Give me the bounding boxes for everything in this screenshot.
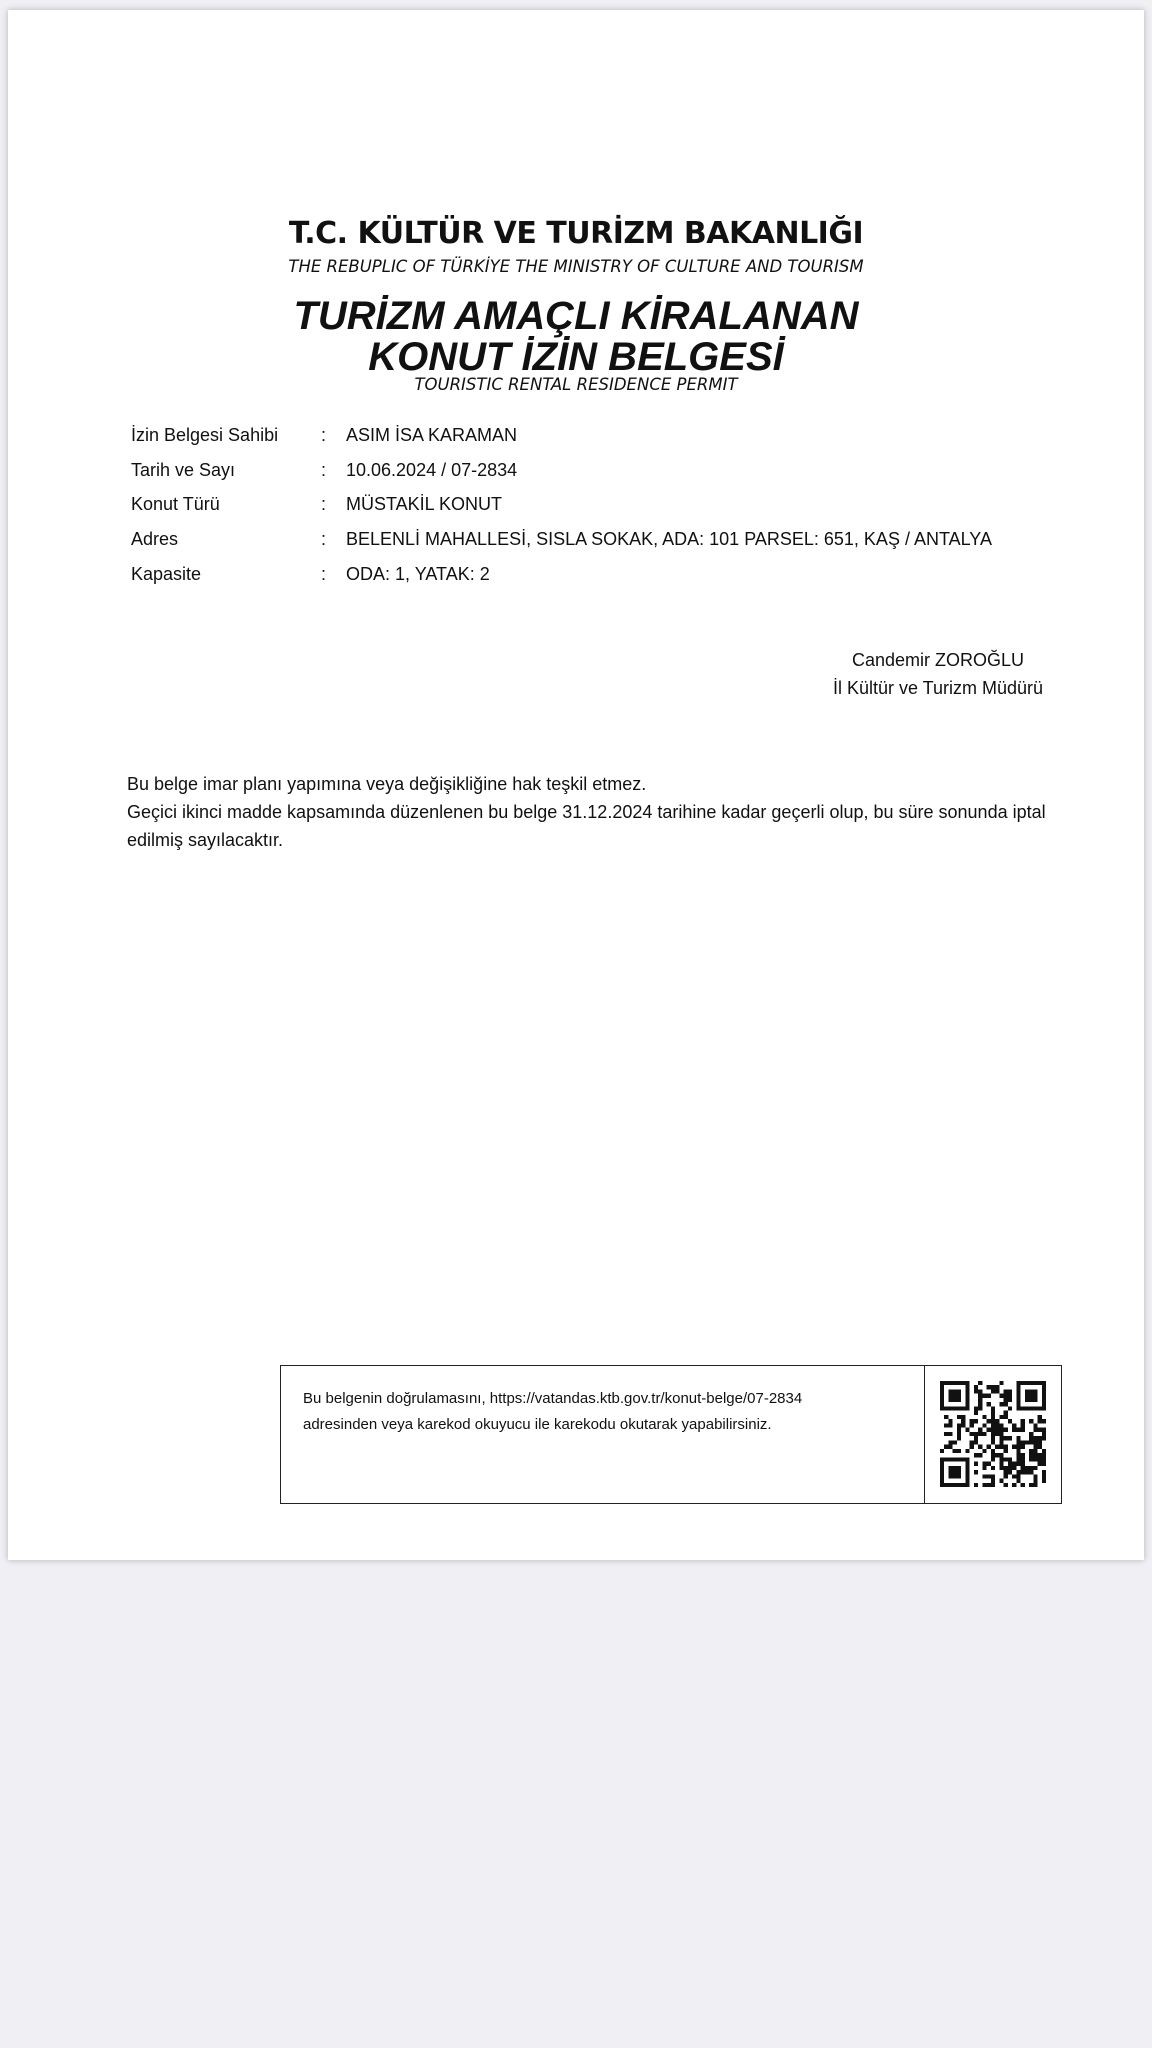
field-colon: : — [321, 529, 327, 550]
qr-code-icon[interactable] — [940, 1381, 1046, 1487]
verification-line-2: adresinden veya karekod okuyucu ile karekodu okutarak yapabilirsiniz. — [303, 1416, 772, 1433]
field-row-capacity — [131, 557, 1091, 592]
field-label: İzin Belgesi Sahibi — [131, 425, 279, 445]
verification-text — [303, 1386, 893, 1438]
field-value: ASIM İSA KARAMAN — [346, 425, 518, 445]
field-row-residence-type — [131, 487, 1091, 522]
note-line-2: Geçici ikinci madde kapsamında düzenlenen bu belge 31.12.2024 tarihine kadar geçerli olup, bu süre sonunda iptal edilmiş sayılacaktır. — [127, 802, 1046, 850]
permit-title-english: TOURISTIC RENTAL RESIDENCE PERMIT — [414, 375, 738, 394]
permit-fields — [131, 418, 1091, 591]
field-label: Tarih ve Sayı — [131, 459, 236, 480]
field-colon: : — [321, 459, 327, 480]
ministry-title-english: THE REBUPLIC OF TÜRKİYE THE MINISTRY OF CULTURE AND TOURISM — [288, 257, 864, 276]
field-value: 10.06.2024 / 07-2834 — [346, 459, 518, 480]
signer-name: Candemir ZOROĞLU — [851, 650, 1025, 670]
permit-title-line-2: KONUT İZİN BELGESİ — [368, 335, 784, 379]
field-label: Konut Türü — [131, 494, 220, 515]
field-row-date-number — [131, 453, 1091, 488]
signer-role: İl Kültür ve Turizm Müdürü — [832, 678, 1044, 698]
field-value: MÜSTAKİL KONUT — [346, 494, 503, 515]
field-row-permit-holder — [131, 418, 1091, 453]
qr-code-cell — [924, 1366, 1062, 1503]
field-value: ODA: 1, YATAK: 2 — [346, 563, 490, 584]
legal-notes — [127, 770, 1077, 854]
field-colon: : — [321, 563, 327, 584]
field-colon: : — [321, 494, 327, 515]
verification-line-1: Bu belgenin doğrulamasını, https://vatandas.ktb.gov.tr/konut-belge/07-2834 — [303, 1390, 803, 1407]
document-page — [8, 10, 1144, 1560]
permit-title-line-1: TURİZM AMAÇLI KİRALANAN — [293, 294, 859, 338]
field-row-address — [131, 522, 1091, 557]
field-label: Adres — [131, 529, 179, 550]
field-label: Kapasite — [131, 563, 202, 584]
verification-box — [280, 1365, 1062, 1504]
ministry-title: T.C. KÜLTÜR VE TURİZM BAKANLIĞI — [288, 216, 864, 251]
field-value: BELENLİ MAHALLESİ, SISLA SOKAK, ADA: 101 PARSEL: 651, KAŞ / ANTALYA — [346, 529, 992, 550]
note-line-1: Bu belge imar planı yapımına veya değişikliğine hak teşkil etmez. — [127, 774, 647, 794]
field-colon: : — [321, 425, 327, 445]
